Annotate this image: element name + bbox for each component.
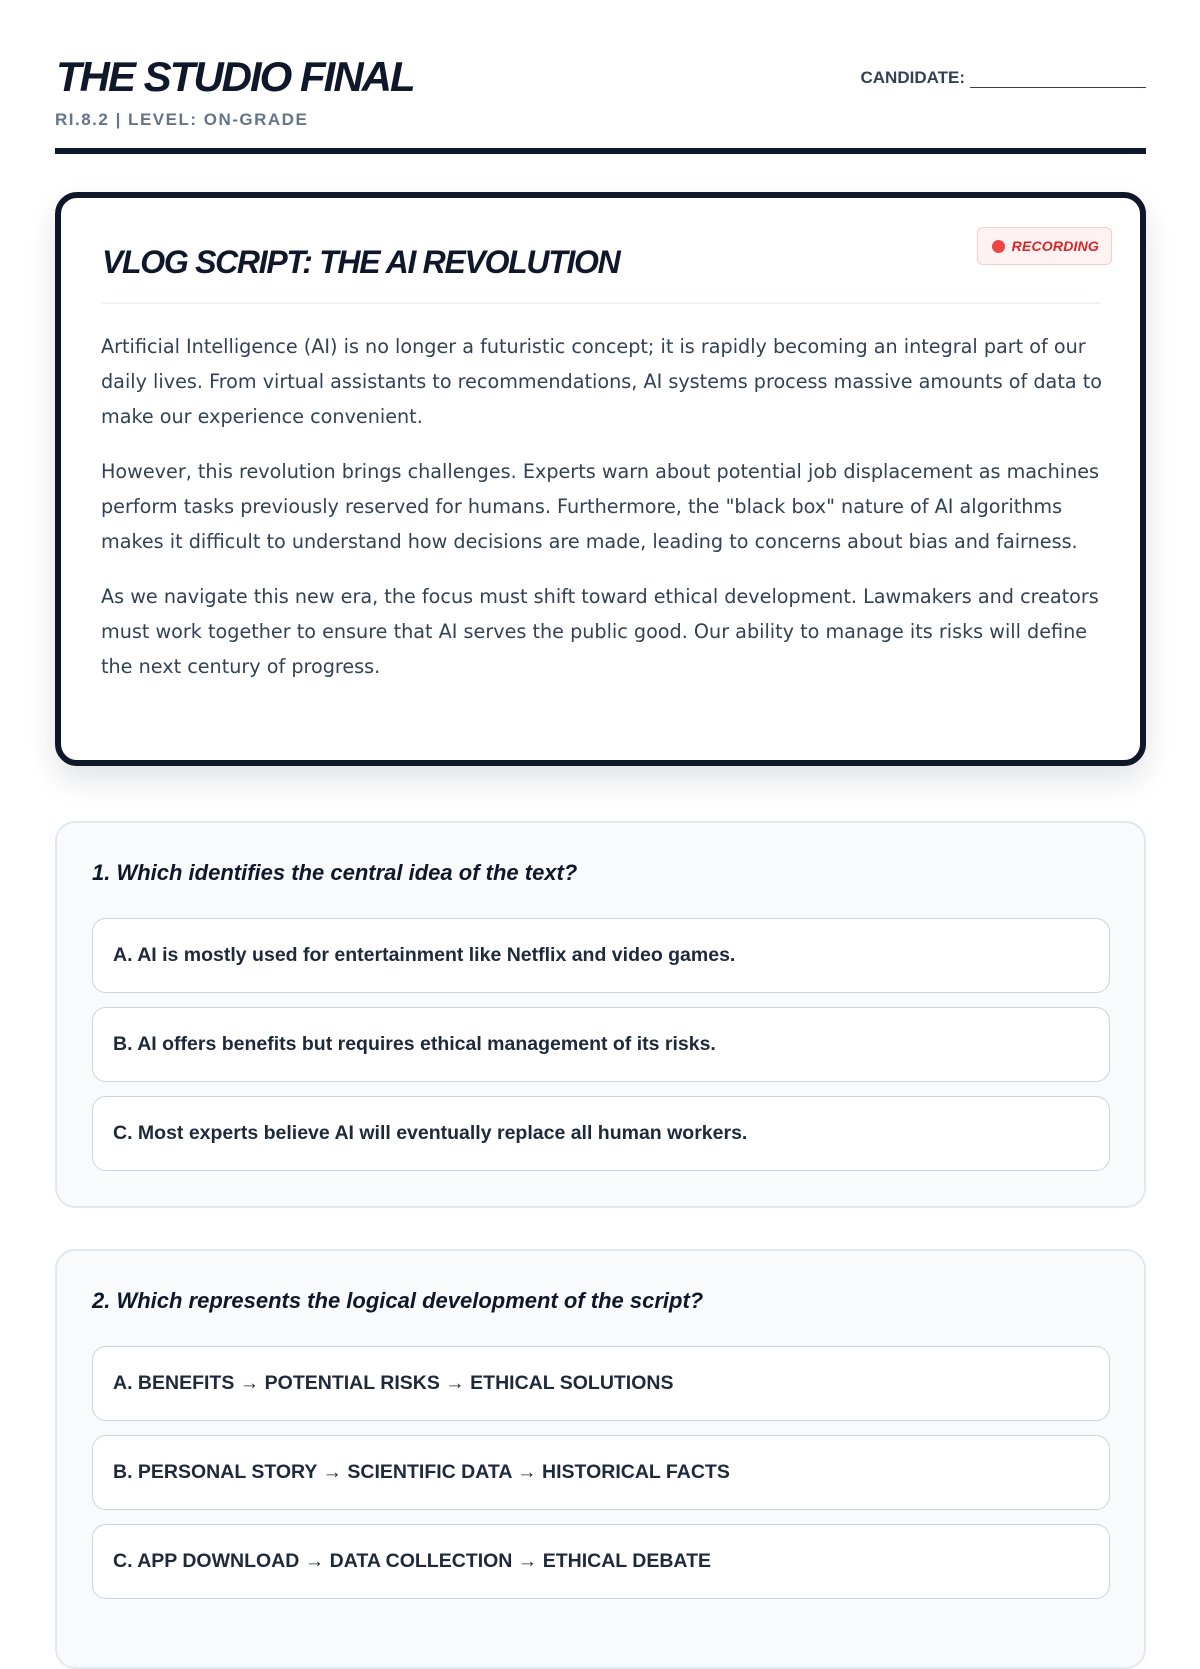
answer-option-b[interactable]: B. PERSONAL STORY → SCIENTIFIC DATA → HISTORICAL FACTS (92, 1435, 1110, 1510)
answer-option-c[interactable]: C. Most experts believe AI will eventually replace all human workers. (92, 1096, 1110, 1171)
script-paragraph: As we navigate this new era, the focus must shift toward ethical development. Lawmakers and creators must work together to ensure that AI serves the public good. Our ability to manage its risks will define the next century of progress. (101, 585, 1099, 678)
page-header (55, 0, 1146, 154)
recording-dot-icon (992, 240, 1005, 253)
vlog-script-card (55, 192, 1146, 766)
script-title: VLOG SCRIPT: THE AI REVOLUTION (102, 244, 620, 280)
answer-option-a[interactable]: A. AI is mostly used for entertainment like Netflix and video games. (92, 918, 1110, 993)
question-text: 1. Which identifies the central idea of the text? (92, 860, 578, 885)
script-paragraph: However, this revolution brings challenges. Experts warn about potential job displacement as machines perform tasks previously reserved for humans. Furthermore, the "black box" nature of AI algorithms makes it difficult to understand how decisions are made, leading to concerns about bias and fairness. (101, 460, 1100, 553)
script-paragraph: Artificial Intelligence (AI) is no longer a futuristic concept; it is rapidly becoming an integral part of our daily lives. From virtual assistants to recommendations, AI systems process massive amounts of data to make our experience convenient. (101, 335, 1102, 428)
script-divider (101, 302, 1100, 304)
answer-option-c[interactable]: C. APP DOWNLOAD → DATA COLLECTION → ETHICAL DEBATE (92, 1524, 1110, 1599)
answer-option-b[interactable]: B. AI offers benefits but requires ethical management of its risks. (92, 1007, 1110, 1082)
worksheet-page (55, 0, 1146, 1572)
recording-badge-label: RECORDING (1011, 238, 1099, 254)
candidate-name-blank[interactable] (970, 73, 1146, 88)
answer-option-a[interactable]: A. BENEFITS → POTENTIAL RISKS → ETHICAL SOLUTIONS (92, 1346, 1110, 1421)
question-card-2 (55, 1249, 1146, 1669)
question-card-1 (55, 821, 1146, 1208)
candidate-label: CANDIDATE: (860, 68, 965, 87)
page-title: THE STUDIO FINAL (56, 53, 414, 100)
recording-badge (977, 227, 1112, 265)
question-text: 2. Which represents the logical development of the script? (92, 1288, 704, 1313)
standard-level-subtitle: RI.8.2 | LEVEL: ON-GRADE (55, 110, 309, 129)
script-body (101, 329, 1105, 704)
candidate-field (860, 68, 1146, 88)
